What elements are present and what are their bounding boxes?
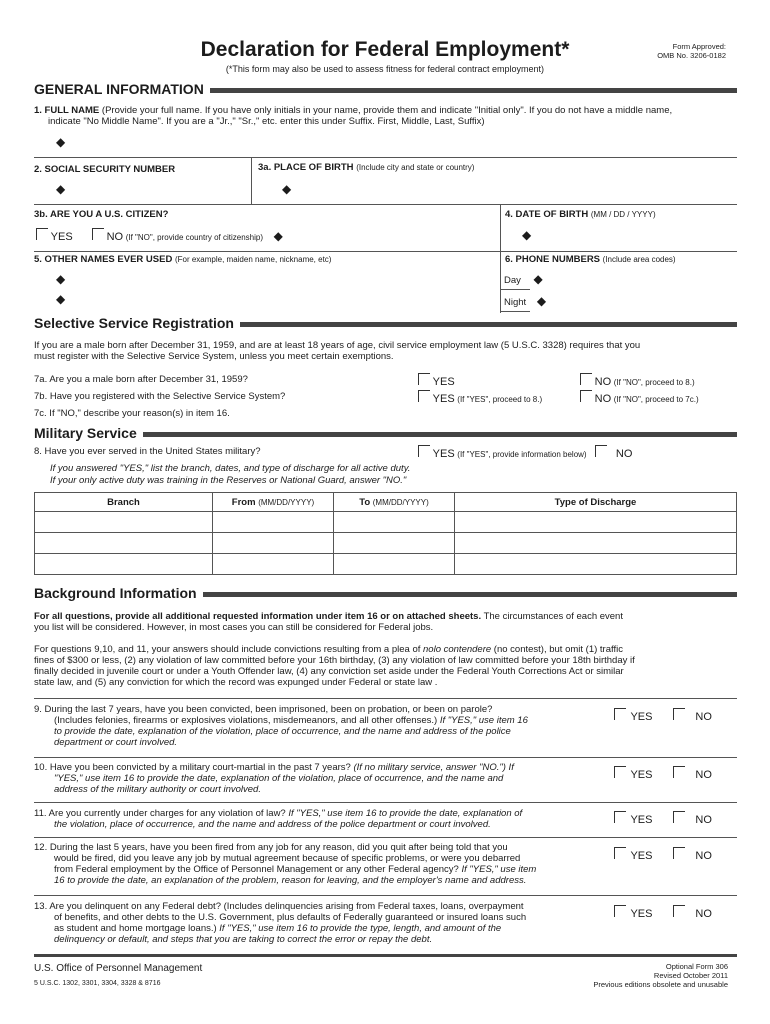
q10-line-1a: 10. Have you been convicted by a military court-martial in the past 7 years? [34, 762, 354, 773]
q5-note: (For example, maiden name, nickname, etc) [174, 255, 332, 264]
table-row [35, 554, 737, 575]
q12-yes-checkbox[interactable] [614, 847, 626, 859]
citizen-yes-checkbox[interactable] [36, 228, 48, 240]
rule-v [500, 204, 501, 251]
q9-answers [614, 707, 712, 725]
discharge-cell[interactable] [455, 512, 737, 533]
q7a-yes-checkbox[interactable] [418, 373, 430, 385]
rule [34, 837, 737, 838]
q2-label: 2. SOCIAL SECURITY NUMBER [34, 164, 176, 175]
q7a-text: 7a. Are you a male born after December 31, 1959? [34, 374, 248, 385]
q13-line-1: 13. Are you delinquent on any Federal debt? (Includes delinquencies arising from Federal taxes, loans, overpayment [34, 901, 524, 912]
omb-number: OMB No. 3206-0182 [657, 51, 726, 60]
q11-yes-label: YES [630, 814, 653, 826]
military-note-2: If your only active duty was training in the Reserves or National Guard, answer "NO." [50, 475, 407, 486]
from-cell[interactable] [213, 512, 334, 533]
ssn-field[interactable]: ◆ [56, 182, 66, 196]
q7a-yes-label: YES [432, 376, 455, 388]
q10-no-checkbox[interactable] [673, 766, 685, 778]
form-title: Declaration for Federal Employment* [200, 38, 570, 61]
approved-label: Form Approved: [672, 42, 726, 51]
q13-line-2: of benefits, and other debts to the U.S. Government, plus defaults of Federally guaranteed or insured loans such [54, 912, 527, 923]
rule [34, 204, 737, 205]
section-heading-background: Background Information [34, 585, 203, 601]
bg-intro-rest: The circumstances of each event [481, 611, 623, 622]
q8-text: 8. Have you ever served in the United States military? [34, 446, 261, 457]
q13-text [34, 901, 609, 945]
q12-line-2: would be fired, did you leave any job by mutual agreement because of specific problems, or were you debarred [54, 853, 521, 864]
q7b-text: 7b. Have you registered with the Selective Service System? [34, 391, 286, 402]
q1-instructions: (Provide your full name. If you have only initials in your name, provide them and indicate "Initial only". If you do not have a middle name, [101, 105, 673, 116]
q3b-options [36, 228, 283, 243]
q6-label: 6. PHONE NUMBERS [505, 254, 601, 265]
col-to [334, 493, 455, 512]
rule [34, 698, 737, 699]
to-cell[interactable] [334, 533, 455, 554]
night-label: Night [504, 297, 527, 308]
q9-line-3: to provide the date, explanation of the violation, place of occurrence, and the name and address of the police [54, 726, 511, 737]
night-phone-field[interactable]: ◆ [536, 294, 547, 308]
rule-v [251, 157, 252, 204]
q11-line-1a: 11. Are you currently under charges for any violation of law? [34, 808, 289, 819]
rule [34, 157, 737, 158]
col-branch: Branch [35, 493, 213, 512]
q3a-note: (Include city and state or country) [356, 163, 475, 172]
q12-text [34, 842, 614, 886]
q11-line-2: the violation, place of occurrence, and the name and address of the police department or court involved. [54, 819, 491, 830]
rule [34, 802, 737, 803]
q9-no-checkbox[interactable] [673, 708, 685, 720]
q7b-yes-checkbox[interactable] [418, 390, 430, 402]
q7a-no-label: NO [594, 376, 612, 388]
full-name-field[interactable]: ◆ [56, 135, 66, 149]
q10-answers [614, 765, 712, 783]
to-cell[interactable] [334, 512, 455, 533]
q10-line-3: address of the military authority or court involved. [54, 784, 261, 795]
q11-line-1i: If "YES," use item 16 to provide the date, explanation of [288, 808, 523, 819]
q8-no-label: NO [615, 448, 633, 460]
q8-yes-checkbox[interactable] [418, 445, 430, 457]
footer-revised: Revised October 2011 [653, 971, 728, 980]
q4-note: (MM / DD / YYYY) [590, 210, 656, 219]
q12-line-3i: If "YES," use item [461, 864, 537, 875]
bg-rules-2: fines of $300 or less, (2) any violation of law committed before your 16th birthday, (3) any violation of law committed before your 18th birthday if [34, 655, 635, 666]
col-to-label: To [359, 496, 371, 508]
q13-line-3i: If "YES," use item 16 to provide the type, length, and amount of the [219, 923, 502, 934]
q12-answers [614, 846, 712, 864]
selective-intro-1: If you are a male born after December 31, 1959, and are at least 18 years of age, civil service employment law (5 U.S.C. 3328) requires that you [34, 340, 641, 351]
q12-no-checkbox[interactable] [673, 847, 685, 859]
q1-instructions-2: indicate "No Middle Name". If you are a "Jr.," "Sr.," etc. enter this under Suffix. First, Middle, Last, Suffix) [48, 116, 485, 127]
q1-full-name [34, 105, 744, 127]
q8-yes-label: YES [432, 448, 455, 460]
phone-night [504, 296, 546, 308]
form-subtitle: (*This form may also be used to assess fitness for federal contract employment) [225, 64, 545, 74]
bg-intro-bold: For all questions, provide all additional requested information under item 16 or on attached sheets. [34, 611, 482, 622]
military-service-table [34, 492, 737, 575]
q9-text [34, 704, 609, 748]
q9-yes-checkbox[interactable] [614, 708, 626, 720]
q13-yes-checkbox[interactable] [614, 905, 626, 917]
rule-v [500, 251, 501, 313]
citizen-no-checkbox[interactable] [92, 228, 104, 240]
q9-yes-label: YES [630, 711, 653, 723]
footer-agency: U.S. Office of Personnel Management [34, 963, 203, 974]
bg-rules-1i: nolo contendere [423, 644, 492, 655]
dob-field[interactable]: ◆ [522, 228, 532, 242]
other-name-field-2[interactable]: ◆ [56, 292, 66, 306]
q12-yes-label: YES [630, 850, 653, 862]
col-from [213, 493, 334, 512]
q9-line-4: department or court involved. [54, 737, 178, 748]
q11-no-checkbox[interactable] [673, 811, 685, 823]
from-cell[interactable] [213, 533, 334, 554]
background-intro [34, 611, 746, 633]
other-name-field-1[interactable]: ◆ [56, 272, 66, 286]
q11-text [34, 808, 609, 830]
q11-no-label: NO [695, 814, 712, 826]
q5-label: 5. OTHER NAMES EVER USED [34, 254, 173, 265]
q9-line-2i: If "YES," use item 16 [439, 715, 528, 726]
q7a-no-checkbox[interactable] [580, 373, 592, 385]
section-heading-selective: Selective Service Registration [34, 315, 240, 331]
q7a-no-note: (If "NO", proceed to 8.) [613, 378, 695, 387]
q9-no-label: NO [695, 711, 712, 723]
bg-rules-1a: For questions 9,10, and 11, your answers should include convictions resulting from a plea of [34, 644, 424, 655]
col-discharge: Type of Discharge [455, 493, 737, 512]
q7b-yes-note: (If "YES", proceed to 8.) [457, 395, 543, 404]
footer-bar [34, 954, 737, 957]
bg-rules-3: finally decided in juvenile court or under a Youth Offender law, (4) any conviction set aside under the Federal Youth Corrections Act or similar [34, 666, 624, 677]
section-heading-general: GENERAL INFORMATION [34, 81, 210, 97]
military-note-1: If you answered "YES," list the branch, dates, and type of discharge for all active duty. [50, 463, 411, 474]
branch-cell[interactable] [35, 554, 213, 575]
selective-intro-2: must register with the Selective Service System, unless you meet certain exemptions. [34, 351, 394, 362]
day-label: Day [504, 275, 521, 286]
q12-line-1: 12. During the last 5 years, have you been fired from any job for any reason, did you quit after being told that you [34, 842, 508, 853]
q8-yes-note: (If "YES", provide information below) [457, 450, 587, 459]
q12-line-3a: from Federal employment by the Office of Personnel Management or any other Federal agency? [54, 864, 462, 875]
q9-line-2a: (Includes felonies, firearms or explosives violations, misdemeanors, and all other offenses.) [54, 715, 440, 726]
section-heading-military: Military Service [34, 425, 143, 441]
form-approval [657, 42, 726, 60]
day-phone-field[interactable]: ◆ [533, 272, 543, 286]
q7b-no-label: NO [594, 393, 612, 405]
citizenship-country-field[interactable]: ◆ [273, 229, 283, 243]
q8-no-checkbox[interactable] [595, 445, 607, 457]
q10-text [34, 762, 609, 795]
q10-yes-checkbox[interactable] [614, 766, 626, 778]
place-of-birth-field[interactable]: ◆ [282, 182, 292, 196]
q7b-yes-label: YES [432, 393, 455, 405]
q11-yes-checkbox[interactable] [614, 811, 626, 823]
q11-answers [614, 810, 712, 828]
q7c-text: 7c. If "NO," describe your reason(s) in item 16. [34, 408, 230, 419]
q13-no-checkbox[interactable] [673, 905, 685, 917]
citizen-no-label: NO [106, 231, 124, 243]
q10-line-1i: (If no military service, answer "NO.") If [353, 762, 514, 773]
table-row [35, 512, 737, 533]
bg-intro-line2: you list will be considered. However, in most cases you can still be considered for Federal jobs. [34, 622, 434, 633]
q13-line-4: delinquency or default, and steps that you are taking to correct the error or repay the debt. [54, 934, 433, 945]
col-from-format: (MM/DD/YYYY) [258, 497, 315, 507]
q7b-no-note: (If "NO", proceed to 7c.) [613, 395, 699, 404]
citizen-yes-label: YES [50, 231, 73, 243]
rule [500, 289, 530, 290]
branch-cell[interactable] [35, 512, 213, 533]
q4-label: 4. DATE OF BIRTH [505, 209, 589, 220]
citizen-note: (If "NO", provide country of citizenship) [125, 233, 264, 242]
q13-line-3a: as student and home mortgage loans.) [54, 923, 220, 934]
q12-no-label: NO [695, 850, 712, 862]
q12-line-4: 16 to provide the date, an explanation of the problem, reason for leaving, and the employer's name and address. [54, 875, 527, 886]
q10-yes-label: YES [630, 769, 653, 781]
rule [34, 757, 737, 758]
footer-previous: Previous editions obsolete and unusable [593, 980, 728, 989]
from-cell[interactable] [213, 554, 334, 575]
phone-day [504, 274, 543, 286]
col-from-label: From [231, 496, 256, 508]
q10-no-label: NO [695, 769, 712, 781]
table-row [35, 533, 737, 554]
selective-intro [34, 340, 744, 362]
q13-no-label: NO [695, 908, 712, 920]
footer-form-number: Optional Form 306 [665, 962, 728, 971]
background-rules [34, 644, 746, 688]
footer-usc: 5 U.S.C. 1302, 3301, 3304, 3328 & 8716 [34, 980, 161, 987]
q13-answers [614, 904, 712, 922]
rule [34, 251, 737, 252]
q10-line-2: "YES," use item 16 to provide the date, explanation of the violation, place of occurrence, and the name and [54, 773, 504, 784]
rule [34, 895, 737, 896]
branch-cell[interactable] [35, 533, 213, 554]
q3b-label: 3b. ARE YOU A U.S. CITIZEN? [34, 209, 169, 220]
to-cell[interactable] [334, 554, 455, 575]
discharge-cell[interactable] [455, 554, 737, 575]
discharge-cell[interactable] [455, 533, 737, 554]
bg-rules-4: state law, and (5) any conviction for which the record was expunged under Federal or state law . [34, 677, 438, 688]
bg-rules-1b: (no contest), but omit (1) traffic [491, 644, 623, 655]
q7b-no-checkbox[interactable] [580, 390, 592, 402]
q3a-label: 3a. PLACE OF BIRTH [258, 162, 354, 173]
footer-form-info [593, 962, 728, 989]
rule [500, 311, 530, 312]
col-to-format: (MM/DD/YYYY) [372, 497, 429, 507]
q6-note: (Include area codes) [602, 255, 676, 264]
q9-line-1: 9. During the last 7 years, have you been convicted, been imprisoned, been on probation, or been on parole? [34, 704, 493, 715]
q1-label: 1. FULL NAME [34, 105, 100, 116]
q13-yes-label: YES [630, 908, 653, 920]
